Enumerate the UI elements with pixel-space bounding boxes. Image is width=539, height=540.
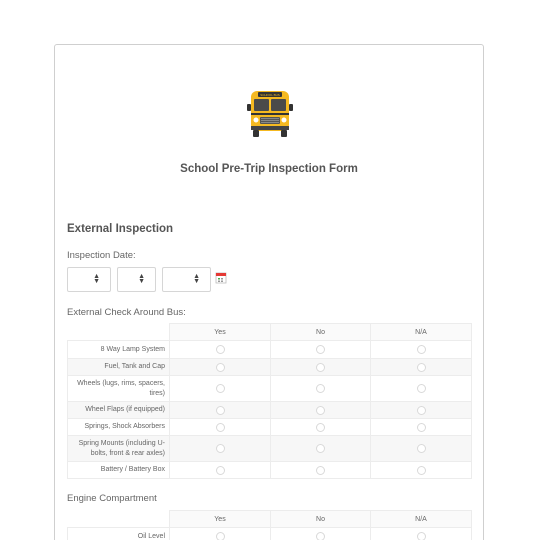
radio-yes[interactable] xyxy=(216,406,225,415)
column-header-yes: Yes xyxy=(170,324,271,341)
row-label: Wheels (lugs, rims, spacers, tires) xyxy=(68,376,170,402)
row-label: Battery / Battery Box xyxy=(68,462,170,479)
radio-na[interactable] xyxy=(417,466,426,475)
radio-yes[interactable] xyxy=(216,345,225,354)
radio-yes[interactable] xyxy=(216,423,225,432)
school-bus-icon xyxy=(243,87,297,141)
section-title-engine: Engine Compartment xyxy=(67,493,157,504)
bus-sign-text: SCHOOL BUS xyxy=(260,93,280,97)
row-label: Wheel Flaps (if equipped) xyxy=(68,402,170,419)
column-header-na: N/A xyxy=(371,324,472,341)
select-arrows-icon: ▲ ▼ xyxy=(93,273,100,285)
date-year-select[interactable] xyxy=(162,267,211,292)
engine-check-matrix xyxy=(67,510,472,540)
date-month-select[interactable] xyxy=(67,267,111,292)
radio-na[interactable] xyxy=(417,423,426,432)
table-row xyxy=(68,359,472,376)
inspection-date-label: Inspection Date: xyxy=(67,250,136,261)
radio-yes[interactable] xyxy=(216,532,225,540)
form-title: School Pre-Trip Inspection Form xyxy=(180,163,358,175)
calendar-icon[interactable] xyxy=(215,271,227,283)
radio-no[interactable] xyxy=(316,345,325,354)
table-row xyxy=(68,419,472,436)
external-check-matrix xyxy=(67,323,472,479)
radio-no[interactable] xyxy=(316,532,325,540)
radio-no[interactable] xyxy=(316,384,325,393)
radio-no[interactable] xyxy=(316,363,325,372)
radio-yes[interactable] xyxy=(216,363,225,372)
table-row xyxy=(68,376,472,402)
radio-yes[interactable] xyxy=(216,466,225,475)
radio-yes[interactable] xyxy=(216,444,225,453)
table-row xyxy=(68,528,472,540)
row-label: Oil Level xyxy=(68,528,170,540)
column-header-yes: Yes xyxy=(170,511,271,528)
date-day-select[interactable] xyxy=(117,267,156,292)
radio-na[interactable] xyxy=(417,363,426,372)
radio-na[interactable] xyxy=(417,345,426,354)
radio-na[interactable] xyxy=(417,406,426,415)
column-header-no: No xyxy=(271,511,371,528)
table-row xyxy=(68,402,472,419)
table-row xyxy=(68,462,472,479)
radio-no[interactable] xyxy=(316,423,325,432)
form-card xyxy=(54,44,484,540)
row-label: 8 Way Lamp System xyxy=(68,341,170,359)
select-arrows-icon: ▲ ▼ xyxy=(138,273,145,285)
radio-na[interactable] xyxy=(417,384,426,393)
radio-na[interactable] xyxy=(417,444,426,453)
radio-yes[interactable] xyxy=(216,384,225,393)
select-arrows-icon: ▲ ▼ xyxy=(193,273,200,285)
table-row xyxy=(68,341,472,359)
column-header-na: N/A xyxy=(371,511,472,528)
radio-na[interactable] xyxy=(417,532,426,540)
radio-no[interactable] xyxy=(316,444,325,453)
radio-no[interactable] xyxy=(316,406,325,415)
external-check-label: External Check Around Bus: xyxy=(67,307,186,318)
section-title-external: External Inspection xyxy=(67,223,174,235)
row-label: Fuel, Tank and Cap xyxy=(68,359,170,376)
row-label: Springs, Shock Absorbers xyxy=(68,419,170,436)
row-label: Spring Mounts (including U-bolts, front & rear axles) xyxy=(68,436,170,462)
table-row xyxy=(68,436,472,462)
column-header-no: No xyxy=(271,324,371,341)
radio-no[interactable] xyxy=(316,466,325,475)
